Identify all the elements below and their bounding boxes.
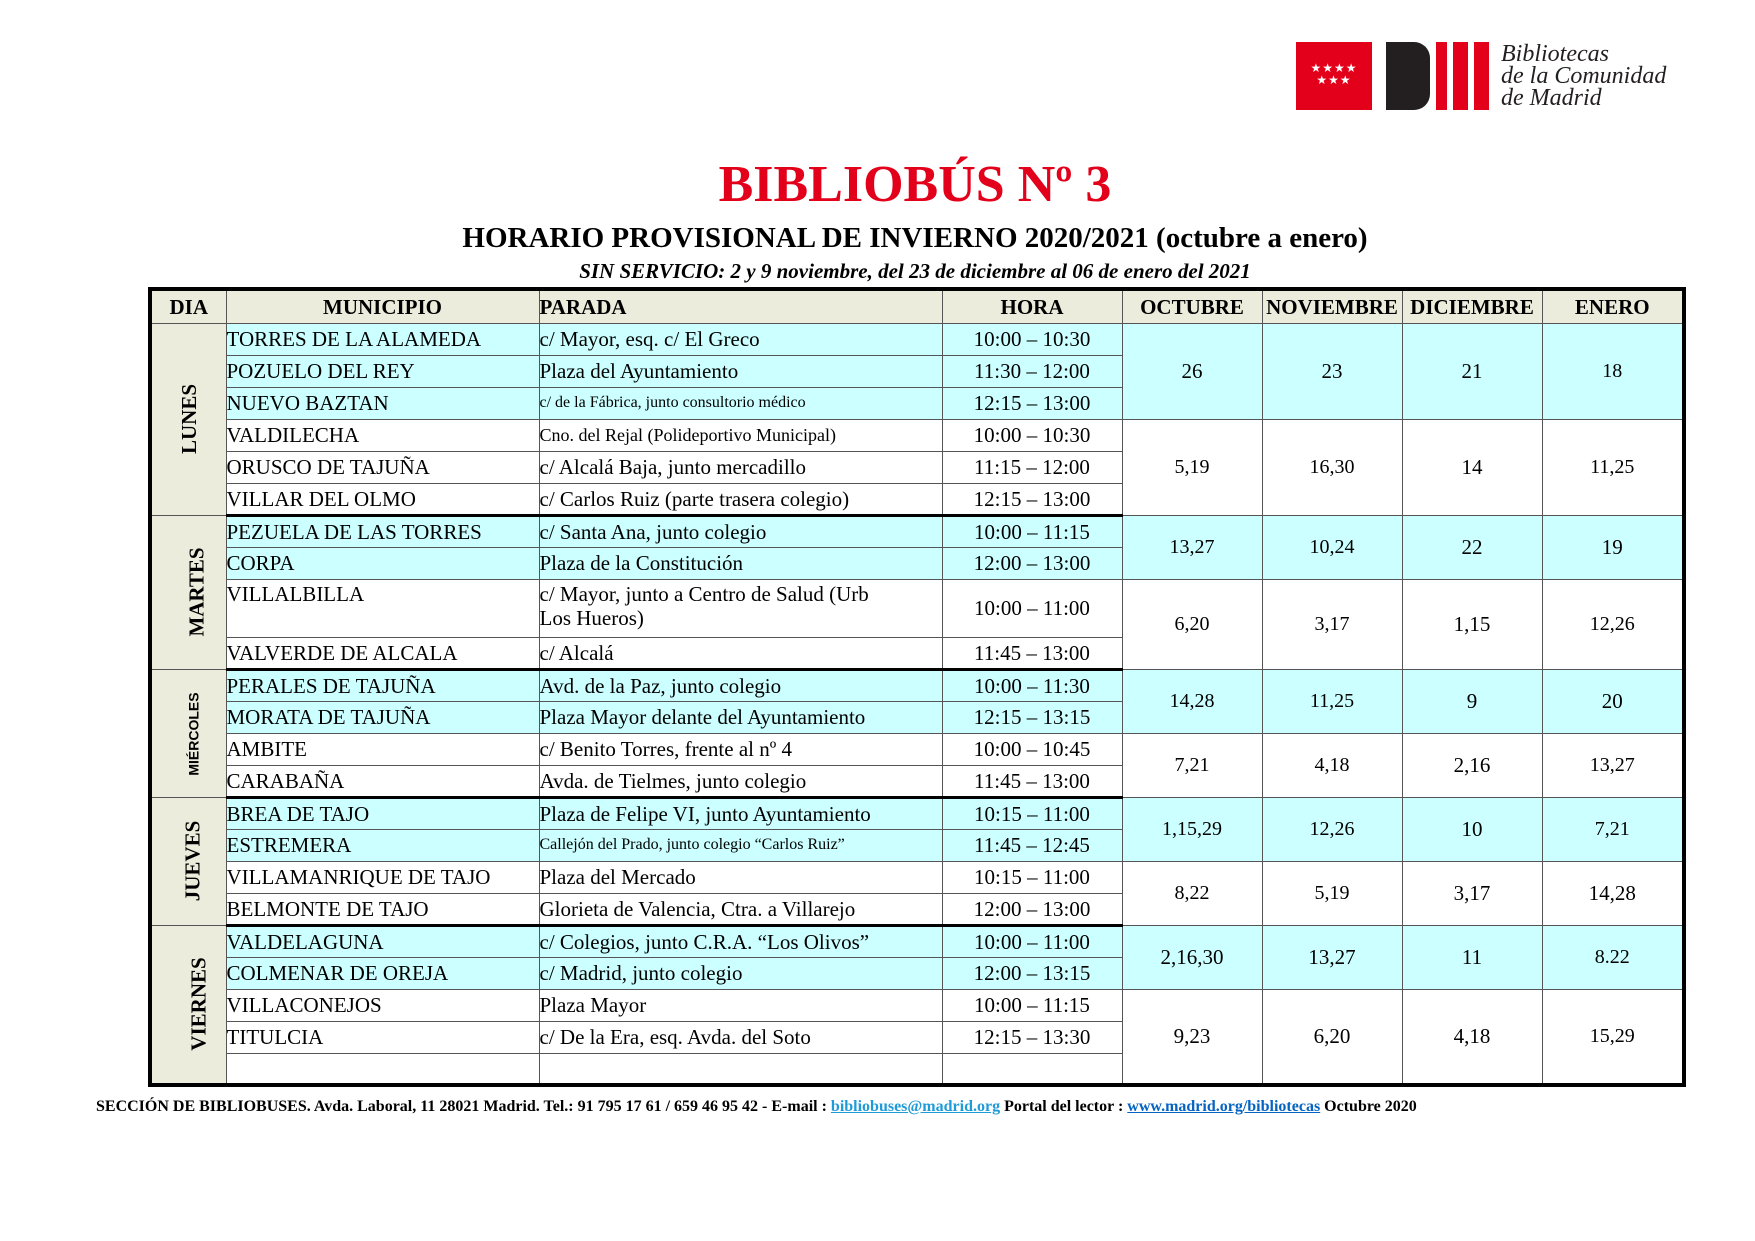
header-noviembre: NOVIEMBRE xyxy=(1262,289,1402,323)
cell-diciembre: 21 xyxy=(1402,323,1542,419)
cell-empty xyxy=(942,1053,1122,1085)
page-subtitle: HORARIO PROVISIONAL DE INVIERNO 2020/2021 (octubre a enero) xyxy=(462,222,1368,254)
header-row xyxy=(150,289,1684,323)
logo-line-2: de la Comunidad xyxy=(1501,63,1667,89)
cell-hora: 11:45 – 13:00 xyxy=(942,637,1122,669)
cell-hora: 12:15 – 13:30 xyxy=(942,1021,1122,1053)
cell-municipio: ORUSCO DE TAJUÑA xyxy=(226,451,539,483)
cell-parada: c/ De la Era, esq. Avda. del Soto xyxy=(539,1021,942,1053)
logo-line-1: Bibliotecas xyxy=(1501,41,1609,67)
cell-parada: c/ Benito Torres, frente al nº 4 xyxy=(539,733,942,765)
cell-municipio: TITULCIA xyxy=(226,1021,539,1053)
cell-municipio: VILLAMANRIQUE DE TAJO xyxy=(226,861,539,893)
cell-octubre: 7,21 xyxy=(1122,733,1262,797)
cell-enero: 12,26 xyxy=(1542,579,1684,669)
cell-empty xyxy=(539,1053,942,1085)
cell-parada-line-2: Los Hueros) xyxy=(539,605,644,630)
cell-diciembre: 2,16 xyxy=(1402,733,1542,797)
cell-parada: Callejón del Prado, junto colegio “Carlos Ruiz” xyxy=(539,829,942,861)
cell-octubre: 2,16,30 xyxy=(1122,925,1262,989)
table-row xyxy=(150,925,1684,957)
cell-municipio: CORPA xyxy=(226,547,539,579)
cell-parada: c/ Alcalá Baja, junto mercadillo xyxy=(539,451,942,483)
cell-municipio: MORATA DE TAJUÑA xyxy=(226,701,539,733)
cell-municipio: VALDELAGUNA xyxy=(226,925,539,957)
table-row xyxy=(150,579,1684,637)
cell-municipio: VILLACONEJOS xyxy=(226,989,539,1021)
cell-noviembre: 13,27 xyxy=(1262,925,1402,989)
bibliotecas-logo xyxy=(1296,40,1666,112)
cell-enero: 18 xyxy=(1542,323,1684,419)
madrid-flag-icon xyxy=(1296,42,1372,110)
cell-parada: Avd. de la Paz, junto colegio xyxy=(539,669,942,701)
table-row xyxy=(150,515,1684,547)
cell-parada: Plaza Mayor delante del Ayuntamiento xyxy=(539,701,942,733)
cell-municipio: VILLALBILLA xyxy=(226,579,539,637)
cell-hora: 12:15 – 13:00 xyxy=(942,483,1122,515)
cell-parada: c/ Mayor, esq. c/ El Greco xyxy=(539,323,942,355)
cell-noviembre: 5,19 xyxy=(1262,861,1402,925)
cell-municipio: ESTREMERA xyxy=(226,829,539,861)
header-dia: DIA xyxy=(150,289,226,323)
cell-enero: 19 xyxy=(1542,515,1684,579)
cell-municipio: COLMENAR DE OREJA xyxy=(226,957,539,989)
cell-enero: 13,27 xyxy=(1542,733,1684,797)
day-viernes: VIERNES xyxy=(150,925,226,1085)
cell-noviembre: 3,17 xyxy=(1262,579,1402,669)
cell-enero: 7,21 xyxy=(1542,797,1684,861)
cell-octubre: 1,15,29 xyxy=(1122,797,1262,861)
day-miercoles: MIÉRCOLES xyxy=(150,669,226,797)
cell-noviembre: 6,20 xyxy=(1262,989,1402,1085)
cell-empty xyxy=(226,1053,539,1085)
cell-enero: 14,28 xyxy=(1542,861,1684,925)
cell-parada: Plaza de Felipe VI, junto Ayuntamiento xyxy=(539,797,942,829)
header-octubre: OCTUBRE xyxy=(1122,289,1262,323)
cell-hora: 10:00 – 11:00 xyxy=(942,925,1122,957)
cell-octubre: 26 xyxy=(1122,323,1262,419)
cell-hora: 10:00 – 10:45 xyxy=(942,733,1122,765)
cell-parada: Plaza del Mercado xyxy=(539,861,942,893)
cell-municipio: CARABAÑA xyxy=(226,765,539,797)
cell-diciembre: 10 xyxy=(1402,797,1542,861)
footer-portal-label: Portal del lector : xyxy=(1000,1098,1128,1115)
table-row xyxy=(150,861,1684,893)
cell-diciembre: 3,17 xyxy=(1402,861,1542,925)
cell-parada: c/ Madrid, junto colegio xyxy=(539,957,942,989)
email-link[interactable]: bibliobuses@madrid.org xyxy=(830,1098,1001,1115)
cell-parada: Cno. del Rejal (Polideportivo Municipal) xyxy=(539,419,942,451)
service-notice: SIN SERVICIO: 2 y 9 noviembre, del 23 de diciembre al 06 de enero del 2021 xyxy=(579,259,1251,283)
schedule-table xyxy=(148,287,1686,1087)
cell-hora: 10:00 – 10:30 xyxy=(942,323,1122,355)
footer xyxy=(96,1097,1696,1117)
table-row xyxy=(150,323,1684,355)
cell-municipio: BREA DE TAJO xyxy=(226,797,539,829)
cell-noviembre: 10,24 xyxy=(1262,515,1402,579)
cell-parada: c/ Alcalá xyxy=(539,637,942,669)
cell-enero: 15,29 xyxy=(1542,989,1684,1085)
cell-hora: 10:00 – 11:00 xyxy=(942,579,1122,637)
cell-noviembre: 11,25 xyxy=(1262,669,1402,733)
cell-diciembre: 11 xyxy=(1402,925,1542,989)
cell-parada: c/ Santa Ana, junto colegio xyxy=(539,515,942,547)
cell-diciembre: 14 xyxy=(1402,419,1542,515)
cell-noviembre: 4,18 xyxy=(1262,733,1402,797)
table-row xyxy=(150,419,1684,451)
cell-hora: 12:15 – 13:15 xyxy=(942,701,1122,733)
cell-hora: 10:00 – 11:15 xyxy=(942,515,1122,547)
header-hora: HORA xyxy=(942,289,1122,323)
day-lunes: LUNES xyxy=(150,323,226,515)
table-row xyxy=(150,669,1684,701)
cell-hora: 10:15 – 11:00 xyxy=(942,861,1122,893)
cell-noviembre: 12,26 xyxy=(1262,797,1402,861)
header-diciembre: DICIEMBRE xyxy=(1402,289,1542,323)
cell-diciembre: 22 xyxy=(1402,515,1542,579)
cell-hora: 12:15 – 13:00 xyxy=(942,387,1122,419)
cell-diciembre: 9 xyxy=(1402,669,1542,733)
cell-parada: Plaza de la Constitución xyxy=(539,547,942,579)
portal-link[interactable]: www.madrid.org/bibliotecas xyxy=(1127,1098,1321,1115)
cell-diciembre: 4,18 xyxy=(1402,989,1542,1085)
footer-address: SECCIÓN DE BIBLIOBUSES. Avda. Laboral, 11 28021 Madrid. Tel.: 91 795 17 61 / 659 46 95 42 - E-mail : xyxy=(96,1098,831,1115)
header-enero: ENERO xyxy=(1542,289,1684,323)
cell-municipio: POZUELO DEL REY xyxy=(226,355,539,387)
cell-municipio: BELMONTE DE TAJO xyxy=(226,893,539,925)
cell-parada: c/ Colegios, junto C.R.A. “Los Olivos” xyxy=(539,925,942,957)
cell-hora: 10:15 – 11:00 xyxy=(942,797,1122,829)
cell-noviembre: 16,30 xyxy=(1262,419,1402,515)
table-row xyxy=(150,989,1684,1021)
cell-parada-line-1: c/ Mayor, junto a Centro de Salud (Urb xyxy=(539,581,869,606)
cell-parada: Plaza Mayor xyxy=(539,989,942,1021)
cell-municipio: VALVERDE DE ALCALA xyxy=(226,637,539,669)
cell-parada: c/ Carlos Ruiz (parte trasera colegio) xyxy=(539,483,942,515)
table-row xyxy=(150,733,1684,765)
cell-hora: 11:30 – 12:00 xyxy=(942,355,1122,387)
cell-enero: 11,25 xyxy=(1542,419,1684,515)
table-row xyxy=(150,797,1684,829)
cell-municipio: NUEVO BAZTAN xyxy=(226,387,539,419)
cell-hora: 12:00 – 13:00 xyxy=(942,547,1122,579)
cell-diciembre: 1,15 xyxy=(1402,579,1542,669)
cell-octubre: 5,19 xyxy=(1122,419,1262,515)
logo-text xyxy=(1501,43,1666,109)
cell-enero: 8.22 xyxy=(1542,925,1684,989)
cell-enero: 20 xyxy=(1542,669,1684,733)
header-parada: PARADA xyxy=(539,289,942,323)
cell-octubre: 9,23 xyxy=(1122,989,1262,1085)
cell-municipio: PERALES DE TAJUÑA xyxy=(226,669,539,701)
cell-hora: 10:00 – 11:30 xyxy=(942,669,1122,701)
bm-logo-mark-icon xyxy=(1386,42,1489,110)
cell-municipio: PEZUELA DE LAS TORRES xyxy=(226,515,539,547)
footer-date: Octubre 2020 xyxy=(1320,1098,1417,1115)
cell-municipio: AMBITE xyxy=(226,733,539,765)
cell-octubre: 8,22 xyxy=(1122,861,1262,925)
cell-municipio: VILLAR DEL OLMO xyxy=(226,483,539,515)
day-jueves: JUEVES xyxy=(150,797,226,925)
page-title: BIBLIOBÚS Nº 3 xyxy=(718,156,1112,213)
cell-hora: 12:00 – 13:00 xyxy=(942,893,1122,925)
cell-parada: Avda. de Tielmes, junto colegio xyxy=(539,765,942,797)
cell-hora: 12:00 – 13:15 xyxy=(942,957,1122,989)
cell-hora: 11:15 – 12:00 xyxy=(942,451,1122,483)
cell-hora: 11:45 – 13:00 xyxy=(942,765,1122,797)
day-martes: MARTES xyxy=(150,515,226,669)
cell-octubre: 13,27 xyxy=(1122,515,1262,579)
cell-municipio: TORRES DE LA ALAMEDA xyxy=(226,323,539,355)
cell-octubre: 14,28 xyxy=(1122,669,1262,733)
logo-line-3: de Madrid xyxy=(1501,85,1602,111)
cell-parada: c/ de la Fábrica, junto consultorio médico xyxy=(539,387,942,419)
cell-parada: Glorieta de Valencia, Ctra. a Villarejo xyxy=(539,893,942,925)
cell-hora: 11:45 – 12:45 xyxy=(942,829,1122,861)
flag-stars: ★★★★ ★★★ xyxy=(1310,61,1358,87)
cell-parada xyxy=(539,579,942,637)
cell-parada: Plaza del Ayuntamiento xyxy=(539,355,942,387)
cell-hora: 10:00 – 11:15 xyxy=(942,989,1122,1021)
cell-hora: 10:00 – 10:30 xyxy=(942,419,1122,451)
cell-noviembre: 23 xyxy=(1262,323,1402,419)
cell-octubre: 6,20 xyxy=(1122,579,1262,669)
header-municipio: MUNICIPIO xyxy=(226,289,539,323)
cell-municipio: VALDILECHA xyxy=(226,419,539,451)
